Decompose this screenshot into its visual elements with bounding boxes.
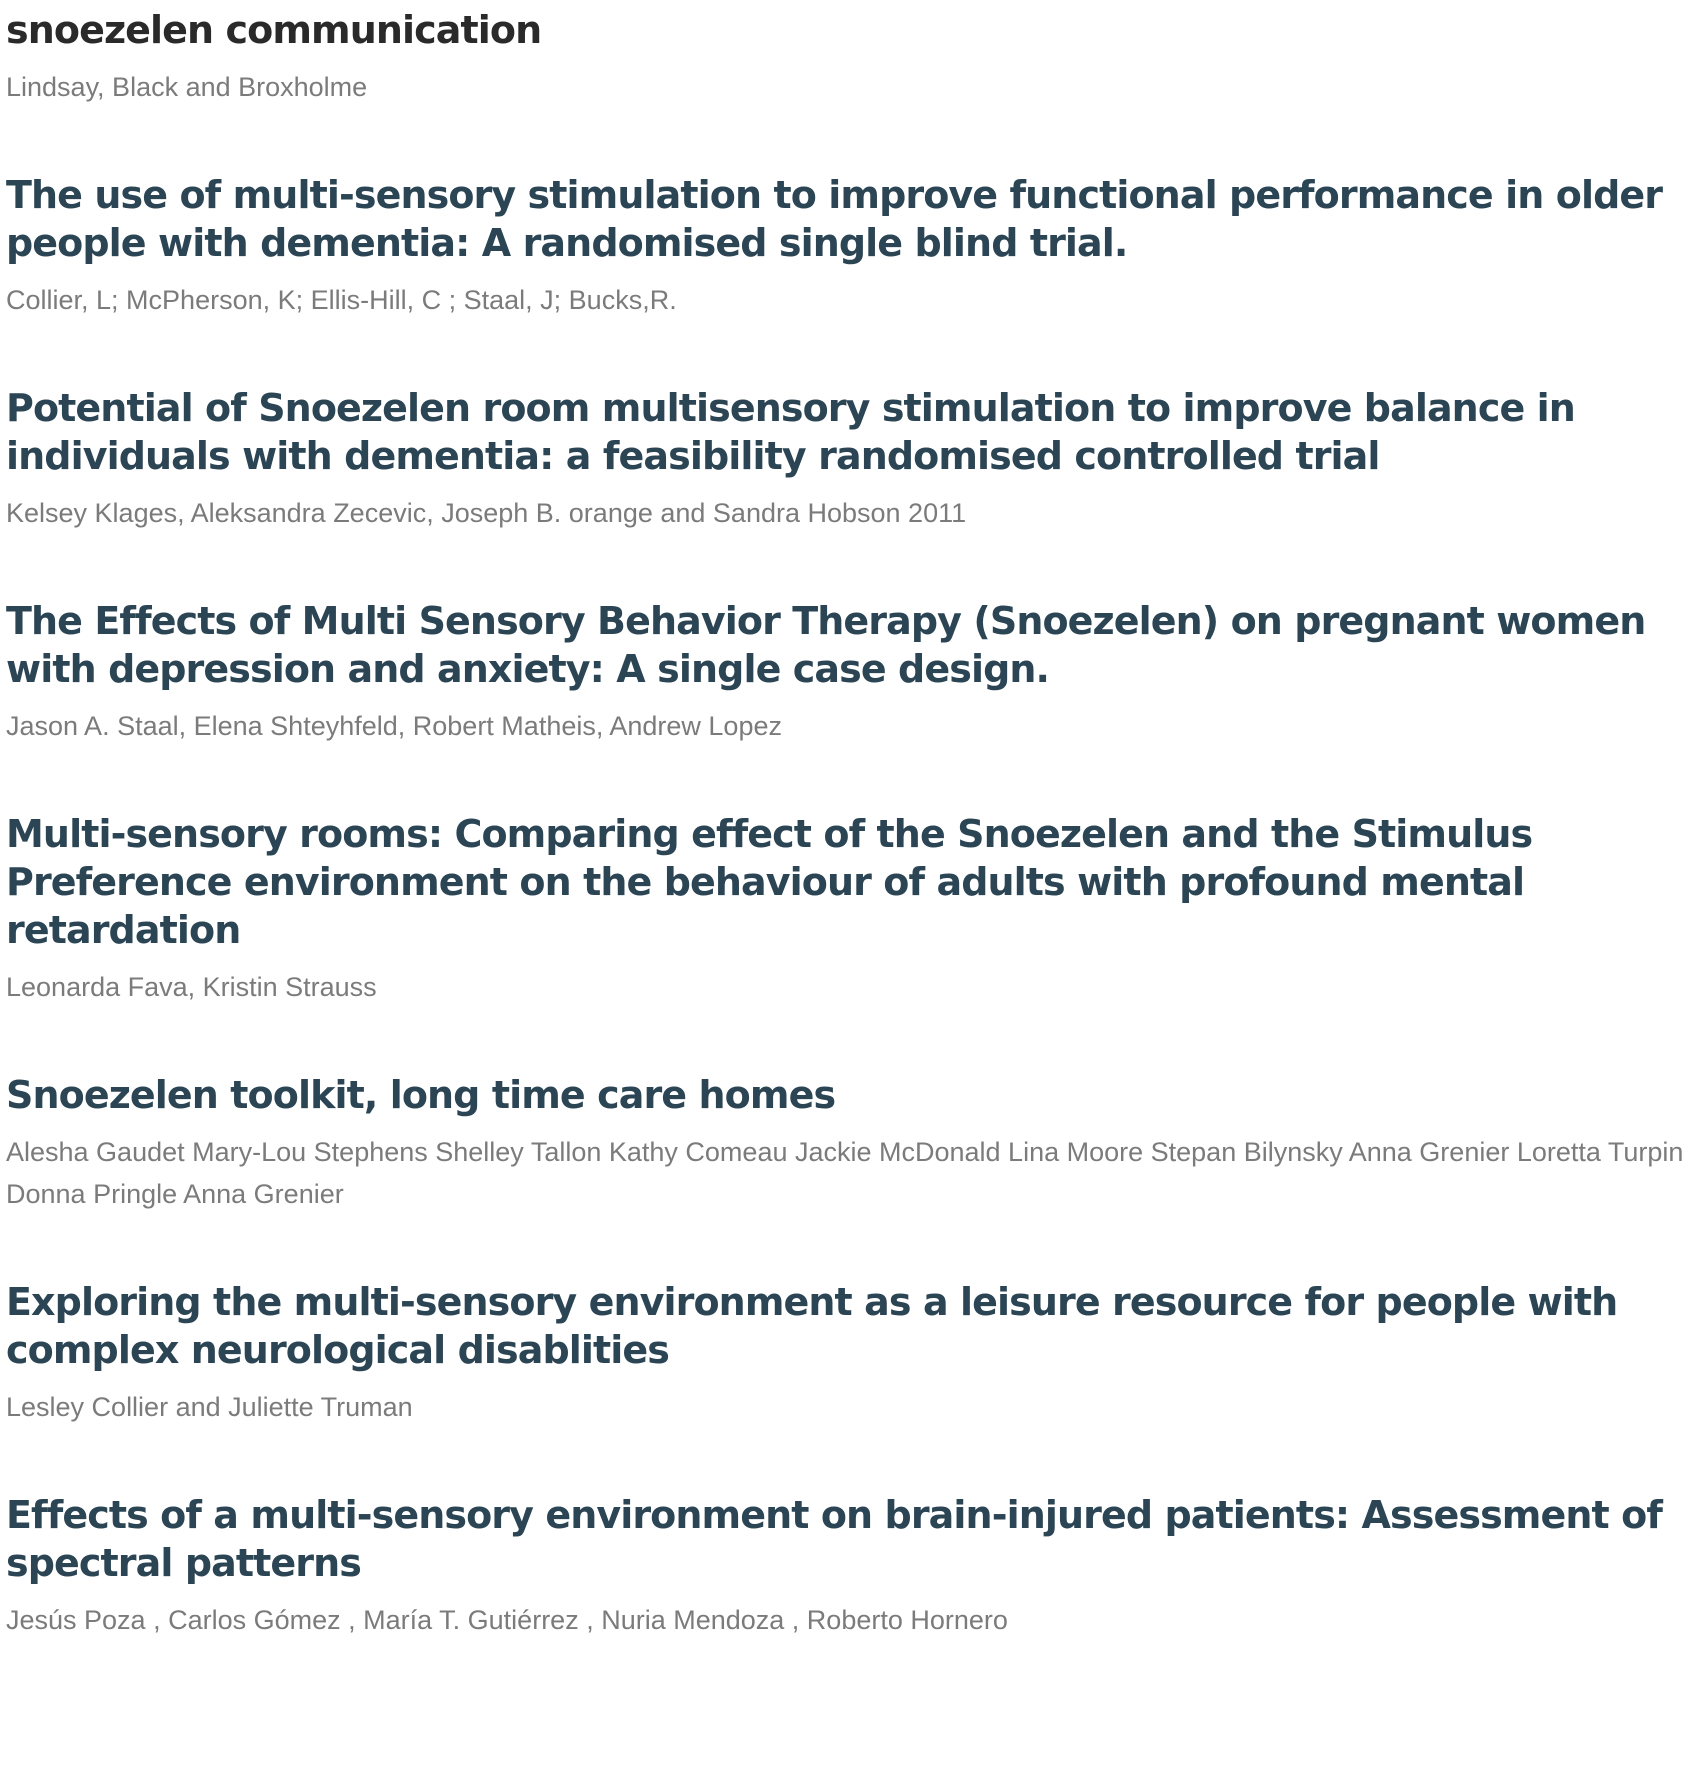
publication-authors: Alesha Gaudet Mary-Lou Stephens Shelley Tallon Kathy Comeau Jackie McDonald Lina Moore Stepan Bilynsky Anna Grenier Loretta Turpin Donna Pringle Anna Grenier (6, 1137, 1684, 1209)
publication-entry (6, 1491, 1686, 1641)
publication-title-link[interactable]: Multi-sensory rooms: Comparing effect of the Snoezelen and the Stimulus Preference environment on the behaviour of adults with profound mental retardation (6, 812, 1533, 952)
publication-title-link[interactable]: The Effects of Multi Sensory Behavior Therapy (Snoezelen) on pregnant women with depression and anxiety: A single case design. (6, 599, 1646, 691)
publication-authors: Lesley Collier and Juliette Truman (6, 1392, 413, 1422)
publication-entry (6, 0, 1686, 108)
publication-authors: Kelsey Klages, Aleksandra Zecevic, Joseph B. orange and Sandra Hobson 2011 (6, 498, 967, 528)
publication-title-link[interactable]: Potential of Snoezelen room multisensory stimulation to improve balance in individuals with dementia: a feasibility randomised controlled trial (6, 386, 1575, 478)
publication-entry (6, 1071, 1686, 1215)
publication-entry (6, 1278, 1686, 1428)
publication-entry (6, 597, 1686, 747)
publication-authors: Lindsay, Black and Broxholme (6, 72, 368, 102)
publication-authors: Collier, L; McPherson, K; Ellis-Hill, C ; Staal, J; Bucks,R. (6, 285, 677, 315)
publication-entry (6, 171, 1686, 321)
publication-title-link[interactable]: The use of multi-sensory stimulation to improve functional performance in older people with dementia: A randomised single blind trial. (6, 173, 1663, 265)
publication-entry (6, 810, 1686, 1008)
publication-title-link[interactable]: Effects of a multi-sensory environment on brain-injured patients: Assessment of spectral patterns (6, 1493, 1662, 1585)
publication-authors: Jesús Poza , Carlos Gómez , María T. Gutiérrez , Nuria Mendoza , Roberto Hornero (6, 1605, 1008, 1635)
publication-list (6, 0, 1686, 1641)
publication-authors: Jason A. Staal, Elena Shteyhfeld, Robert Matheis, Andrew Lopez (6, 711, 782, 741)
publication-title-link[interactable]: Snoezelen toolkit, long time care homes (6, 1073, 836, 1117)
publication-authors: Leonarda Fava, Kristin Strauss (6, 972, 377, 1002)
publication-title-link[interactable]: snoezelen communication (6, 8, 542, 52)
publication-entry (6, 384, 1686, 534)
publication-title-link[interactable]: Exploring the multi-sensory environment as a leisure resource for people with complex neurological disablities (6, 1280, 1618, 1372)
